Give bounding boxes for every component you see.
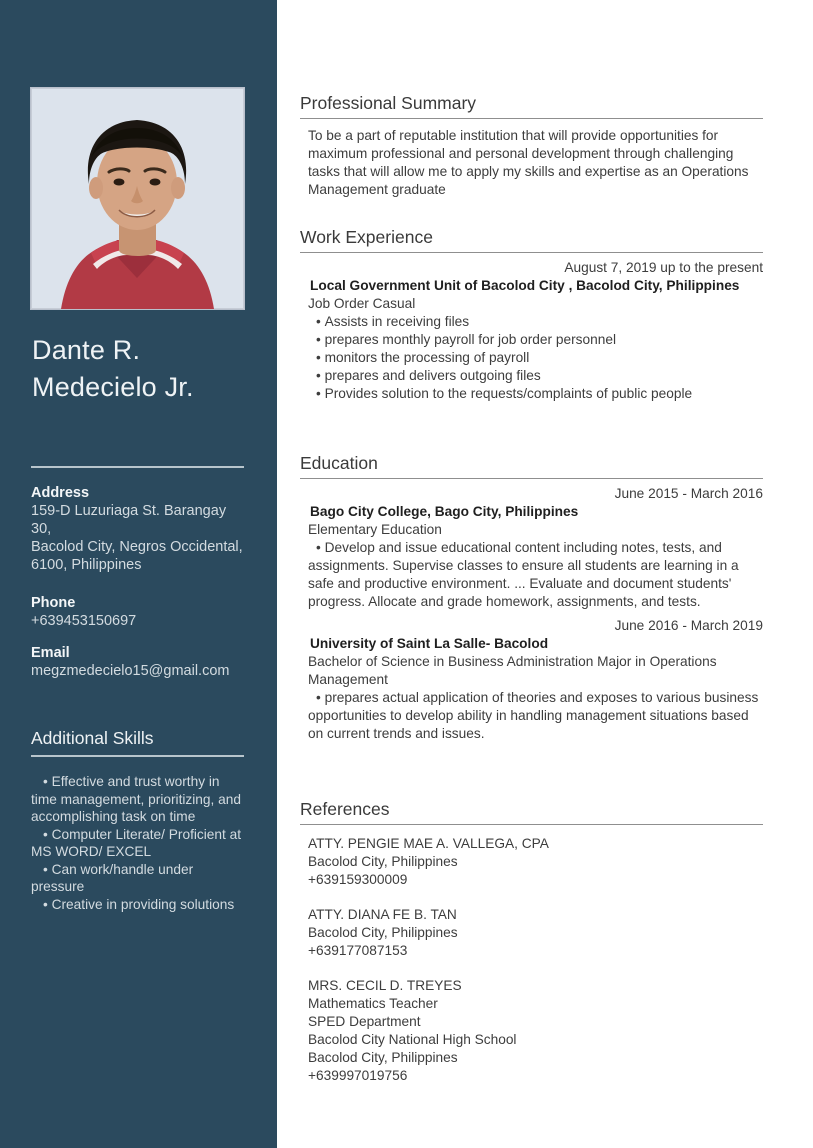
skills-list [31,773,246,913]
person-name-line2: Medecielo Jr. [32,372,194,402]
summary-body [300,127,763,199]
sidebar [0,0,277,1148]
reference-entry [308,977,763,1085]
skill-item: • Creative in providing solutions [31,896,246,914]
education-entry [308,617,763,743]
skills-section-title: Additional Skills [31,728,244,757]
education-description: • Develop and issue educational content including notes, tests, and assignments. Supervise classes to ensure all students are learning in a safe and productive environment. ... Evaluate and document students' progress. Allocate and grade homework, assignments, and tests. [308,539,763,611]
address-label: Address [31,485,90,501]
reference-line: +639997019756 [308,1068,408,1083]
reference-line: Bacolod City, Philippines [308,1050,458,1065]
reference-line: +639159300009 [308,872,408,887]
reference-line: Bacolod City National High School [308,1032,517,1047]
reference-entry [308,906,763,960]
reference-lines [308,835,763,889]
sidebar-divider [31,466,244,468]
experience-bullet: • monitors the processing of payroll [308,349,763,367]
address-line: Bacolod City, Negros Occidental, [31,539,243,555]
email-block [31,644,246,680]
portrait-photo [31,88,244,309]
education-date: June 2016 - March 2019 [614,618,763,633]
email-value: megzmedecielo15@gmail.com [31,663,230,679]
person-name [32,332,246,406]
experience-role: Job Order Casual [308,296,416,311]
education-section [300,453,763,743]
education-title: Education [300,453,763,479]
education-date: June 2015 - March 2016 [614,486,763,501]
contact-info [31,484,246,680]
skill-item: • Effective and trust worthy in time management, prioritizing, and accomplishing task on time [31,773,246,826]
education-description: • prepares actual application of theories and exposes to various business opportunities to develop ability in handling management situations based on current trends and issues. [308,689,763,743]
education-school: University of Saint La Salle- Bacolod [310,636,549,651]
skill-item: • Can work/handle under pressure [31,861,246,896]
reference-line: +639177087153 [308,943,408,958]
experience-organization: Local Government Unit of Bacolod City , Bacolod City, Philippines [310,278,740,293]
experience-section [300,227,763,403]
education-degree: Elementary Education [308,522,442,537]
education-entry [308,485,763,611]
main-content [277,0,813,1148]
education-entries [300,485,763,743]
summary-text: To be a part of reputable institution that will provide opportunities for maximum professional and personal development through challenging tasks that will allow me to apply my skills and expertise as an Operations Management graduate [308,128,749,197]
phone-value: +639453150697 [31,613,137,629]
skill-item: • Computer Literate/ Proficient at MS WORD/ EXCEL [31,826,246,861]
portrait-photo-illustration [31,88,244,309]
reference-entry [308,835,763,889]
reference-line: ATTY. DIANA FE B. TAN [308,907,457,922]
address-lines [31,502,246,574]
address-line: 6100, Philippines [31,557,142,573]
address-line: 159-D Luzuriaga St. Barangay 30, [31,503,227,537]
experience-entries [300,259,763,403]
experience-bullet: • Provides solution to the requests/complaints of public people [308,385,763,403]
reference-line: MRS. CECIL D. TREYES [308,978,462,993]
reference-line: ATTY. PENGIE MAE A. VALLEGA, CPA [308,836,549,851]
experience-bullet: • Assists in receiving files [308,313,763,331]
education-school: Bago City College, Bago City, Philippines [310,504,579,519]
reference-lines [308,977,763,1085]
experience-entry [308,259,763,403]
experience-bullet: • prepares monthly payroll for job order personnel [308,331,763,349]
references-title: References [300,799,763,825]
references-entries [300,835,763,1085]
experience-title: Work Experience [300,227,763,253]
education-degree: Bachelor of Science in Business Administration Major in Operations Management [308,654,717,687]
address-block [31,484,246,574]
reference-lines [308,906,763,960]
experience-bullets [308,313,763,403]
experience-date: August 7, 2019 up to the present [564,260,763,275]
reference-line: Bacolod City, Philippines [308,925,458,940]
summary-title: Professional Summary [300,93,763,119]
summary-section [300,93,763,199]
email-label: Email [31,645,70,661]
phone-label: Phone [31,595,76,611]
experience-bullet: • prepares and delivers outgoing files [308,367,763,385]
phone-block [31,594,246,630]
person-name-line1: Dante R. [32,335,141,365]
reference-line: Mathematics Teacher [308,996,438,1011]
references-section [300,799,763,1085]
reference-line: Bacolod City, Philippines [308,854,458,869]
reference-line: SPED Department [308,1014,421,1029]
